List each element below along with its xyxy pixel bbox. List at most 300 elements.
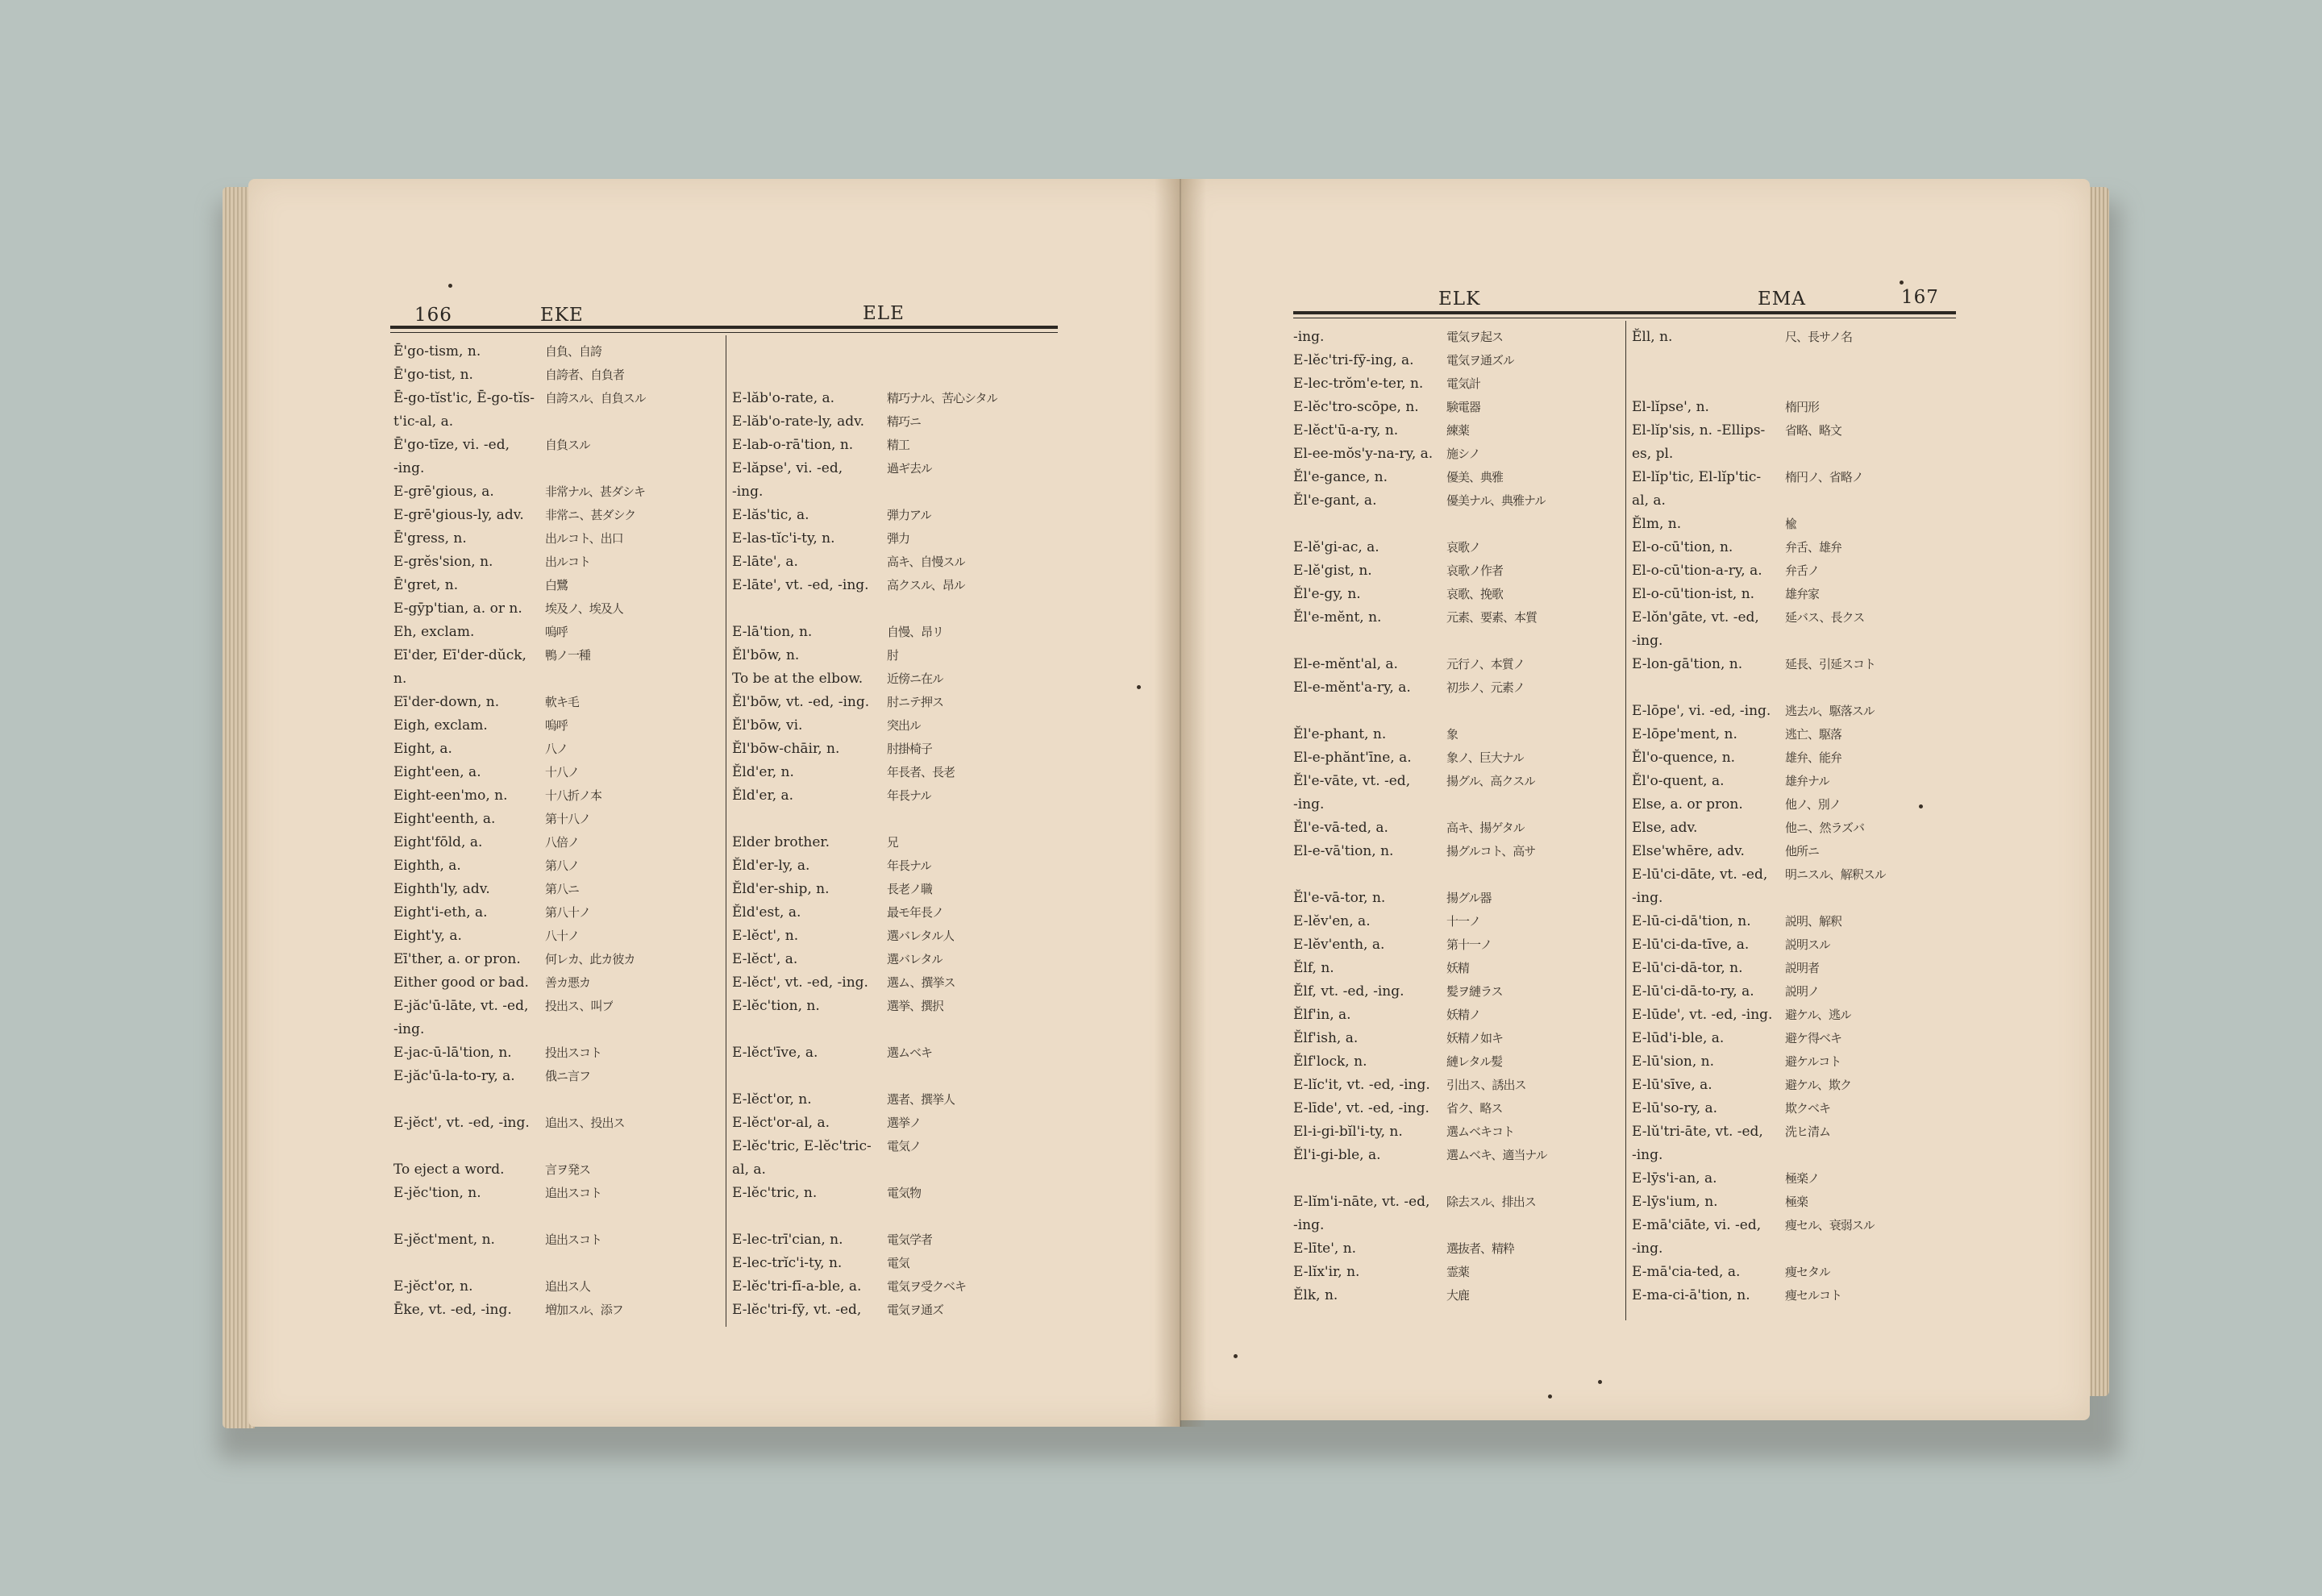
entry-headword: E-lab-o-rā'tion, n. — [732, 437, 854, 453]
entry-gloss: 痩セタル — [1785, 1265, 1831, 1279]
dictionary-entry — [1293, 840, 1621, 863]
dictionary-entry — [1293, 536, 1621, 559]
entry-headword: E-lĭx'ir, n. — [1293, 1264, 1360, 1280]
entry-headword: E-lĕv'enth, a. — [1293, 937, 1385, 953]
entry-headword: -ing. — [1632, 1147, 1663, 1163]
dictionary-entry — [1632, 1191, 1958, 1214]
dictionary-entry — [393, 691, 722, 714]
dictionary-entry — [1293, 1214, 1621, 1237]
entry-gloss: 説明ノ — [1785, 984, 1820, 999]
dictionary-entry — [393, 1182, 722, 1205]
dictionary-entry — [1293, 326, 1621, 349]
dictionary-entry — [1293, 630, 1621, 653]
entry-gloss: 電気ヲ通ズル — [1446, 353, 1515, 368]
right-header-rule — [1293, 311, 1956, 314]
dictionary-entry — [1632, 349, 1958, 372]
dictionary-entry — [1632, 489, 1958, 513]
paper-speck — [1598, 1380, 1602, 1384]
entry-gloss: 説明者 — [1785, 961, 1820, 975]
dictionary-entry — [1632, 630, 1958, 653]
entry-headword — [732, 1018, 887, 1041]
entry-headword: Eight, a. — [393, 741, 452, 757]
entry-headword — [732, 597, 887, 621]
entry-headword: Ē'go-tīze, vi. -ed, — [393, 437, 510, 453]
entry-headword — [393, 1205, 545, 1228]
entry-headword: E-lūde', vt. -ed, -ing. — [1632, 1007, 1773, 1023]
entry-headword: Ēke, vt. -ed, -ing. — [393, 1302, 512, 1318]
entry-gloss: 追出スコト — [545, 1232, 602, 1247]
entry-gloss: 省ク、略ス — [1446, 1101, 1503, 1116]
entry-gloss: 弾力アル — [887, 508, 932, 522]
entry-gloss: 近傍ニ在ル — [887, 671, 944, 686]
dictionary-entry — [1293, 1120, 1621, 1144]
entry-gloss: 電気ヲ起ス — [1446, 330, 1504, 344]
dictionary-entry — [393, 714, 722, 738]
dictionary-entry — [1293, 349, 1621, 372]
entry-headword: Ĕl'o-quence, n. — [1632, 750, 1736, 766]
entry-gloss: 他ノ、別ノ — [1785, 797, 1841, 812]
entry-headword: E-lec-trŏm'e-ter, n. — [1293, 376, 1424, 392]
dictionary-entry — [393, 1228, 722, 1252]
entry-gloss: 省略、略文 — [1785, 423, 1842, 438]
entry-gloss: 言ヲ発ス — [545, 1162, 591, 1177]
dictionary-entry — [393, 644, 722, 667]
entry-headword: Ĕlk, n. — [1293, 1287, 1338, 1303]
entry-gloss: 大鹿 — [1446, 1288, 1470, 1303]
entry-headword: E-lĕct', vt. -ed, -ing. — [732, 975, 868, 991]
entry-headword: E-las-tĭc'i-ty, n. — [732, 530, 835, 547]
dictionary-entry — [393, 1112, 722, 1135]
entry-headword: E-lĕct'īve, a. — [732, 1045, 818, 1061]
entry-headword: E-lōpe', vi. -ed, -ing. — [1632, 703, 1771, 719]
entry-headword: E-lĕv'en, a. — [1293, 913, 1371, 929]
entry-gloss: 揚グル器 — [1446, 891, 1492, 905]
entry-gloss: 投出ス、叫ブ — [545, 999, 614, 1013]
entry-headword: E-lĕc'tri-fȳ, vt. -ed, — [732, 1302, 862, 1318]
dictionary-entry — [393, 621, 722, 644]
entry-gloss: 選抜者、精粋 — [1446, 1241, 1515, 1256]
entry-headword: Ĕl'e-vāte, vt. -ed, — [1293, 773, 1411, 789]
dictionary-entry — [1632, 723, 1958, 746]
dictionary-entry — [1293, 1191, 1621, 1214]
entry-gloss: 埃及ノ、埃及人 — [545, 601, 623, 616]
entry-headword: al, a. — [1632, 493, 1666, 509]
entry-gloss: 延長、引延スコト — [1785, 657, 1876, 671]
entry-gloss: 肘掛椅子 — [887, 742, 933, 756]
entry-headword: E-lȳs'i-an, a. — [1632, 1170, 1717, 1187]
entry-headword: Elder brother. — [732, 834, 830, 850]
entry-gloss: 他ニ、然ラズバ — [1785, 821, 1865, 835]
dictionary-entry — [1293, 1237, 1621, 1261]
entry-headword: E-lĕc'tro-scōpe, n. — [1293, 399, 1419, 415]
dictionary-entry — [1293, 606, 1621, 630]
entry-headword: -ing. — [1632, 890, 1663, 906]
dictionary-entry — [1632, 1097, 1958, 1120]
entry-headword: E-lăpse', vi. -ed, — [732, 460, 843, 476]
entry-headword — [1293, 630, 1446, 653]
dictionary-entry — [393, 364, 722, 387]
entry-gloss: 楕円ノ、省略ノ — [1785, 470, 1863, 484]
entry-headword: E-lŏn'gāte, vt. -ed, — [1632, 609, 1759, 626]
entry-headword: Ĕlf, vt. -ed, -ing. — [1293, 983, 1404, 1000]
entry-headword: To eject a word. — [393, 1162, 505, 1178]
entry-gloss: 施シノ — [1446, 447, 1480, 461]
entry-gloss: 追出スコト — [545, 1186, 602, 1200]
entry-gloss: 軟キ毛 — [545, 695, 580, 709]
dictionary-entry — [1632, 700, 1958, 723]
entry-gloss: 白鷺 — [545, 578, 568, 592]
dictionary-entry — [393, 925, 722, 948]
dictionary-entry — [393, 480, 722, 504]
entry-headword: Eight'een, a. — [393, 764, 481, 780]
entry-headword: E-lon-gā'tion, n. — [1632, 656, 1743, 672]
dictionary-entry — [1632, 910, 1958, 933]
dictionary-entry — [1293, 910, 1621, 933]
dictionary-entry — [732, 504, 1058, 527]
dictionary-entry — [1293, 1027, 1621, 1050]
paper-speck — [1548, 1394, 1552, 1399]
entry-headword: E-lū'ci-dā-to-ry, a. — [1632, 983, 1754, 1000]
entry-headword: Ĕld'est, a. — [732, 904, 801, 921]
dictionary-entry — [393, 1252, 722, 1275]
entry-headword — [1293, 700, 1446, 723]
entry-headword: Ē'go-tism, n. — [393, 343, 481, 360]
dictionary-entry — [393, 387, 722, 410]
entry-headword: E-lū'so-ry, a. — [1632, 1100, 1718, 1116]
dictionary-entry — [1632, 1237, 1958, 1261]
entry-gloss: 精巧ニ — [887, 414, 922, 429]
entry-headword: E-lĕc'tri-fȳ-ing, a. — [1293, 352, 1414, 368]
dictionary-entry — [393, 1018, 722, 1041]
entry-headword: El-lĭp'sis, n. -Ellips- — [1632, 422, 1766, 438]
dictionary-entry — [1632, 606, 1958, 630]
entry-gloss: 選ム、撰挙ス — [887, 975, 955, 990]
entry-gloss: 揚グルコト、高サ — [1446, 844, 1536, 858]
entry-headword: E-lĕct', n. — [732, 928, 799, 944]
dictionary-entry — [1293, 1261, 1621, 1284]
dictionary-entry — [393, 901, 722, 925]
dictionary-entry — [732, 784, 1058, 808]
entry-headword: -ing. — [1632, 633, 1663, 649]
entry-gloss: 年長者、長老 — [887, 765, 955, 779]
dictionary-entry — [732, 1135, 1058, 1158]
entry-gloss: 揚グル、高クスル — [1446, 774, 1536, 788]
dictionary-entry — [732, 410, 1058, 434]
entry-gloss: 精工 — [887, 438, 910, 452]
entry-gloss: 除去スル、排出ス — [1446, 1195, 1536, 1209]
entry-gloss: 第八十ノ — [545, 905, 591, 920]
entry-headword: E-mā'cia-ted, a. — [1632, 1264, 1741, 1280]
entry-headword: E-lec-trī'cian, n. — [732, 1232, 843, 1248]
dictionary-entry — [1293, 1004, 1621, 1027]
entry-gloss: 元素、要素、本質 — [1446, 610, 1538, 625]
entry-gloss: 選バレタル人 — [887, 929, 955, 943]
entry-gloss: 逃亡、駆落 — [1785, 727, 1842, 742]
entry-headword: Eighth'ly, adv. — [393, 881, 490, 897]
entry-headword: Ē'gret, n. — [393, 577, 459, 593]
entry-headword: Eigh, exclam. — [393, 717, 488, 734]
entry-gloss: 弁舌ノ — [1785, 563, 1820, 578]
entry-headword: E-lĕc'tion, n. — [732, 998, 820, 1014]
dictionary-entry — [1293, 1074, 1621, 1097]
entry-headword: Eight'fōld, a. — [393, 834, 483, 850]
entry-headword: E-ma-ci-ā'tion, n. — [1632, 1287, 1750, 1303]
dictionary-entry — [393, 574, 722, 597]
entry-gloss: 縺レタル髪 — [1446, 1054, 1503, 1069]
dictionary-entry — [1632, 443, 1958, 466]
entry-headword: E-lāte', a. — [732, 554, 798, 570]
dictionary-entry — [1632, 793, 1958, 817]
entry-gloss: 第八ニ — [545, 882, 580, 896]
entry-gloss: 明ニスル、解釈スル — [1785, 867, 1886, 882]
entry-gloss: 俄ニ言フ — [545, 1069, 591, 1083]
dictionary-entry — [393, 551, 722, 574]
entry-headword: E-lāte', vt. -ed, -ing. — [732, 577, 869, 593]
entry-headword: Eh, exclam. — [393, 624, 475, 640]
dictionary-entry — [393, 597, 722, 621]
entry-headword: E-lūd'i-ble, a. — [1632, 1030, 1725, 1046]
dictionary-entry — [1632, 653, 1958, 676]
entry-headword: Ĕl'e-vā-tor, n. — [1293, 890, 1386, 906]
dictionary-entry — [732, 1205, 1058, 1228]
entry-headword: t'ic-al, a. — [393, 414, 454, 430]
dictionary-entry — [393, 1299, 722, 1322]
entry-gloss: 雄弁ナル — [1785, 774, 1830, 788]
entry-gloss: 他所ニ — [1785, 844, 1820, 858]
dictionary-entry — [393, 995, 722, 1018]
dictionary-entry — [1293, 583, 1621, 606]
left-header-rule-thin — [390, 332, 1058, 333]
entry-gloss: 逃去ル、駆落スル — [1785, 704, 1875, 718]
entry-headword — [732, 340, 887, 364]
dictionary-entry — [393, 971, 722, 995]
entry-headword: E-lĕct', a. — [732, 951, 798, 967]
entry-gloss: 自負スル — [545, 438, 591, 452]
entry-gloss: 痩セルコト — [1785, 1288, 1842, 1303]
left-column-1 — [393, 340, 722, 1322]
entry-headword — [1293, 863, 1446, 887]
paper-speck — [1919, 804, 1923, 808]
dictionary-entry — [732, 854, 1058, 878]
entry-headword: E-jac-ū-lā'tion, n. — [393, 1045, 512, 1061]
dictionary-entry — [732, 457, 1058, 480]
dictionary-entry — [732, 644, 1058, 667]
entry-gloss: 突出ル — [887, 718, 922, 733]
dictionary-entry — [393, 761, 722, 784]
entry-headword: Ē-go-tĭst'ic, Ē-go-tĭs- — [393, 390, 535, 406]
entry-headword: E-lĕct'or, n. — [732, 1091, 812, 1108]
dictionary-entry — [1632, 1167, 1958, 1191]
dictionary-entry — [1293, 723, 1621, 746]
entry-headword — [393, 1252, 545, 1275]
dictionary-entry — [1632, 513, 1958, 536]
entry-headword — [1632, 676, 1785, 700]
entry-headword: Eight'eenth, a. — [393, 811, 496, 827]
dictionary-entry — [1632, 536, 1958, 559]
dictionary-entry — [393, 1205, 722, 1228]
dictionary-entry — [1632, 1004, 1958, 1027]
entry-headword: E-lŭ'tri-āte, vt. -ed, — [1632, 1124, 1763, 1140]
entry-headword: E-jăc'ū-la-to-ry, a. — [393, 1068, 515, 1084]
dictionary-entry — [1293, 419, 1621, 443]
entry-headword: El-e-mĕnt'al, a. — [1293, 656, 1398, 672]
dictionary-entry — [732, 574, 1058, 597]
entry-headword: E-lū'sīve, a. — [1632, 1077, 1712, 1093]
dictionary-entry — [732, 480, 1058, 504]
dictionary-entry — [1632, 1074, 1958, 1097]
dictionary-entry — [732, 1018, 1058, 1041]
dictionary-entry — [732, 714, 1058, 738]
dictionary-entry — [732, 1065, 1058, 1088]
entry-gloss: 極楽 — [1785, 1195, 1808, 1209]
entry-gloss: 尺、長サノ名 — [1785, 330, 1852, 344]
entry-headword: E-grĕs'sion, n. — [393, 554, 493, 570]
entry-headword: E-lū-ci-dā'tion, n. — [1632, 913, 1751, 929]
entry-headword: -ing. — [1293, 1217, 1325, 1233]
right-page-number: 167 — [1901, 287, 1939, 308]
dictionary-entry — [1293, 1167, 1621, 1191]
dictionary-entry — [1293, 653, 1621, 676]
entry-gloss: 雄弁、能弁 — [1785, 750, 1842, 765]
entry-headword: E-lōpe'ment, n. — [1632, 726, 1737, 742]
entry-headword: El-e-phănt'īne, a. — [1293, 750, 1412, 766]
entry-headword: E-lĕct'or-al, a. — [732, 1115, 830, 1131]
entry-headword: E-lĕc'tric, E-lĕc'tric- — [732, 1138, 872, 1154]
left-page-number: 166 — [414, 305, 452, 326]
entry-gloss: 哀歌ノ作者 — [1446, 563, 1504, 578]
entry-gloss: 避ケル、欺ク — [1785, 1078, 1852, 1092]
dictionary-entry — [1293, 559, 1621, 583]
entry-headword: El-e-mĕnt'a-ry, a. — [1293, 680, 1411, 696]
entry-gloss: 霊薬 — [1446, 1265, 1470, 1279]
entry-gloss: 第十一ノ — [1446, 937, 1492, 952]
entry-headword: E-lĕct'ū-a-ry, n. — [1293, 422, 1399, 438]
entry-gloss: 非常ナル、甚ダシキ — [545, 484, 646, 499]
dictionary-entry — [1293, 770, 1621, 793]
entry-headword: E-līte', n. — [1293, 1241, 1357, 1257]
entry-gloss: 練薬 — [1446, 423, 1470, 438]
entry-headword — [393, 1135, 545, 1158]
entry-headword: Eight'y, a. — [393, 928, 462, 944]
entry-headword: E-lĭm'i-nāte, vt. -ed, — [1293, 1194, 1430, 1210]
entry-gloss: 何レカ、此カ彼カ — [545, 952, 635, 966]
entry-gloss: 肘ニテ押ス — [887, 695, 944, 709]
dictionary-entry — [732, 691, 1058, 714]
entry-headword: E-gȳp'tian, a. or n. — [393, 601, 522, 617]
entry-gloss: 選者、撰挙人 — [887, 1092, 955, 1107]
entry-headword: E-lĕ'gi-ac, a. — [1293, 539, 1379, 555]
entry-headword: Eī'ther, a. or pron. — [393, 951, 521, 967]
entry-headword: E-lȳs'ium, n. — [1632, 1194, 1718, 1210]
entry-headword: Ĕlf'in, a. — [1293, 1007, 1351, 1023]
dictionary-entry — [1632, 746, 1958, 770]
dictionary-entry — [732, 340, 1058, 364]
entry-gloss: 選挙、撰択 — [887, 999, 944, 1013]
dictionary-entry — [393, 1041, 722, 1065]
entry-gloss: 追出ス人 — [545, 1279, 591, 1294]
entry-gloss: 精巧ナル、苦心シタル — [887, 391, 998, 405]
dictionary-entry — [1632, 372, 1958, 396]
entry-gloss: 洗ヒ清ム — [1785, 1124, 1831, 1139]
dictionary-entry — [732, 948, 1058, 971]
entry-headword: E-lăb'o-rate-ly, adv. — [732, 414, 865, 430]
entry-gloss: 楕円形 — [1785, 400, 1820, 414]
entry-headword: Ĕl'bōw, n. — [732, 647, 800, 663]
entry-gloss: 電気ノ — [887, 1139, 922, 1153]
entry-gloss: 欺クベキ — [1785, 1101, 1831, 1116]
dictionary-entry — [732, 1088, 1058, 1112]
dictionary-entry — [732, 1158, 1058, 1182]
entry-headword: Ĕl'e-gance, n. — [1293, 469, 1388, 485]
entry-headword: E-lū'ci-da-tīve, a. — [1632, 937, 1750, 953]
entry-gloss: 験電器 — [1446, 400, 1481, 414]
entry-headword: -ing. — [1293, 329, 1325, 345]
entry-gloss: 善カ悪カ — [545, 975, 591, 990]
entry-gloss: 兄 — [887, 835, 899, 850]
dictionary-entry — [393, 738, 722, 761]
entry-gloss: 選ムベキ、適当ナル — [1446, 1148, 1547, 1162]
entry-headword: Ĕld'er, n. — [732, 764, 794, 780]
dictionary-entry — [732, 971, 1058, 995]
dictionary-entry — [393, 1158, 722, 1182]
paper-speck — [1900, 281, 1904, 285]
entry-gloss: 避ケルコト — [1785, 1054, 1841, 1069]
entry-headword: n. — [393, 671, 407, 687]
entry-gloss: 自負、自誇 — [545, 344, 602, 359]
dictionary-entry — [1632, 817, 1958, 840]
entry-gloss: 選ムベキコト — [1446, 1124, 1515, 1139]
dictionary-entry — [732, 761, 1058, 784]
entry-gloss: 妖精ノ — [1446, 1008, 1481, 1022]
entry-headword: E-lĭc'it, vt. -ed, -ing. — [1293, 1077, 1430, 1093]
entry-gloss: 非常ニ、甚ダシク — [545, 508, 636, 522]
entry-headword: Ĕlf, n. — [1293, 960, 1334, 976]
dictionary-entry — [393, 808, 722, 831]
entry-headword: -ing. — [1293, 796, 1325, 813]
dictionary-entry — [732, 434, 1058, 457]
entry-gloss: 選バレタル — [887, 952, 943, 966]
entry-gloss: 十八ノ — [545, 765, 580, 779]
dictionary-entry — [1632, 1261, 1958, 1284]
entry-headword: Ĕlm, n. — [1632, 516, 1682, 532]
dictionary-entry — [1293, 1050, 1621, 1074]
entry-gloss: 元行ノ、本質ノ — [1446, 657, 1525, 671]
entry-headword: E-lĕc'tric, n. — [732, 1185, 818, 1201]
entry-headword: -ing. — [393, 1021, 425, 1037]
dictionary-entry — [732, 667, 1058, 691]
entry-headword: Eī'der, Eī'der-dŭck, — [393, 647, 526, 663]
dictionary-entry — [732, 1299, 1058, 1322]
dictionary-entry — [393, 854, 722, 878]
entry-gloss: 長老ノ職 — [887, 882, 933, 896]
dictionary-entry — [1293, 396, 1621, 419]
entry-gloss: 肘 — [887, 648, 899, 663]
entry-gloss: 十八折ノ本 — [545, 788, 602, 803]
entry-headword: E-lăs'tic, a. — [732, 507, 809, 523]
entry-headword — [732, 808, 887, 831]
dictionary-entry — [393, 527, 722, 551]
entry-headword: Eighth, a. — [393, 858, 461, 874]
entry-headword: Eī'der-down, n. — [393, 694, 500, 710]
dictionary-entry — [393, 878, 722, 901]
dictionary-entry — [1293, 746, 1621, 770]
dictionary-entry — [732, 1112, 1058, 1135]
entry-gloss: 高キ、揚ゲタル — [1446, 821, 1525, 835]
entry-gloss: 痩セル、衰弱スル — [1785, 1218, 1875, 1232]
entry-headword: E-jăc'ū-lāte, vt. -ed, — [393, 998, 529, 1014]
dictionary-entry — [393, 784, 722, 808]
entry-gloss: 自誇スル、自負スル — [545, 391, 646, 405]
